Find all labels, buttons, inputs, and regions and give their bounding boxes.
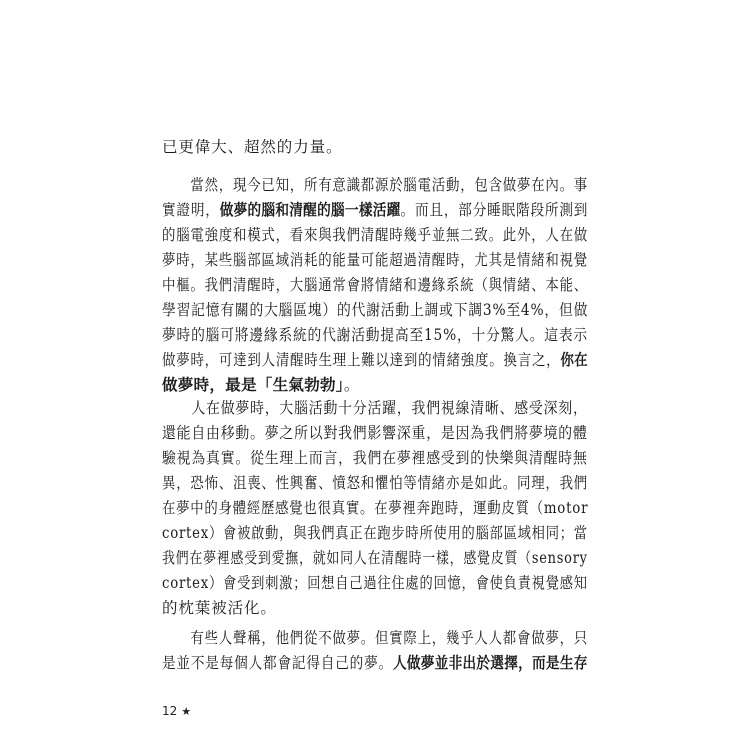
text-run: 的腦電強度和模式，看來與我們清醒時幾乎並無二致。此外，人在做 bbox=[162, 226, 589, 244]
bold-text-run: 做夢的腦和清醒的腦一樣活躍 bbox=[219, 201, 401, 219]
text-run: 中樞。我們清醒時，大腦通常會將情緒和邊緣系統（與情緒、本能、 bbox=[162, 276, 589, 294]
text-run: 夢時，某些腦部區域消耗的能量可能超過清醒時，尤其是情緒和視覺 bbox=[162, 251, 589, 269]
text-line bbox=[162, 398, 588, 418]
text-line bbox=[162, 448, 588, 468]
text-line bbox=[162, 300, 588, 320]
text-line bbox=[162, 423, 588, 443]
text-line bbox=[162, 137, 342, 157]
text-run: 學習記憶有關的大腦區塊）的代謝活動上調或下調3%至4%，但做 bbox=[162, 301, 589, 319]
text-line bbox=[162, 498, 588, 518]
text-run: 已更偉大、超然的力量。 bbox=[162, 138, 343, 156]
text-line bbox=[162, 250, 588, 270]
text-line bbox=[162, 375, 360, 395]
page-number: 12 bbox=[162, 704, 178, 718]
bold-text-run: 做夢時，最是「生氣勃勃」 bbox=[162, 376, 344, 394]
text-run: 。而且，部分睡眠階段所測到 bbox=[400, 201, 589, 219]
text-line bbox=[162, 523, 588, 543]
page-footer bbox=[162, 704, 191, 718]
text-line bbox=[162, 325, 588, 345]
text-run: 還能自由移動。夢之所以對我們影響深重，是因為我們將夢境的體 bbox=[162, 424, 588, 442]
text-run: 做夢時，可達到人清醒時生理上難以達到的情緒強度。換言之， bbox=[162, 351, 561, 369]
bold-text-run: 你在 bbox=[560, 351, 588, 369]
text-run: 我們在夢裡感受到愛撫，就如同人在清醒時一樣，感覺皮質（sensory bbox=[162, 549, 588, 567]
text-line bbox=[162, 350, 588, 370]
text-run: 夢時的腦可將邊緣系統的代謝活動提高至15%，十分驚人。這表示 bbox=[162, 326, 588, 344]
text-line bbox=[162, 473, 588, 493]
text-line bbox=[162, 225, 588, 245]
text-line bbox=[162, 200, 588, 220]
text-line bbox=[162, 175, 588, 195]
text-line bbox=[162, 598, 277, 618]
text-run: 。 bbox=[343, 376, 361, 394]
text-line bbox=[162, 653, 588, 673]
text-run: 驗視為真實。從生理上而言，我們在夢裡感受到的快樂與清醒時無 bbox=[162, 449, 588, 467]
text-run: 的枕葉被活化。 bbox=[162, 599, 277, 617]
text-run: 是並不是每個人都會記得自己的夢。 bbox=[162, 654, 393, 672]
text-run: 有些人聲稱，他們從不做夢。但實際上，幾乎人人都會做夢，只 bbox=[162, 629, 589, 647]
text-run: 人在做夢時，大腦活動十分活躍，我們視線清晰、感受深刻， bbox=[162, 399, 588, 417]
text-line bbox=[162, 548, 588, 568]
text-run: 異，恐怖、沮喪、性興奮、憤怒和懼怕等情緒亦是如此。同理，我們 bbox=[162, 474, 589, 492]
text-run: 當然，現今已知，所有意識都源於腦電活動，包含做夢在內。事 bbox=[162, 176, 589, 194]
bold-text-run: 人做夢並非出於選擇，而是生存 bbox=[392, 654, 588, 672]
text-run: 實證明， bbox=[162, 201, 220, 219]
text-run: cortex）會受到刺激；回想自己過往住處的回憶，會使負責視覺感知 bbox=[162, 574, 588, 592]
text-line bbox=[162, 628, 588, 648]
text-line bbox=[162, 573, 588, 593]
star-ornament-icon: ★ bbox=[181, 705, 192, 718]
text-run: 在夢中的身體經歷感覺也很真實。在夢裡奔跑時，運動皮質（motor bbox=[162, 499, 589, 517]
text-line bbox=[162, 275, 588, 295]
text-run: cortex）會被啟動，與我們真正在跑步時所使用的腦部區域相同；當 bbox=[162, 524, 588, 542]
